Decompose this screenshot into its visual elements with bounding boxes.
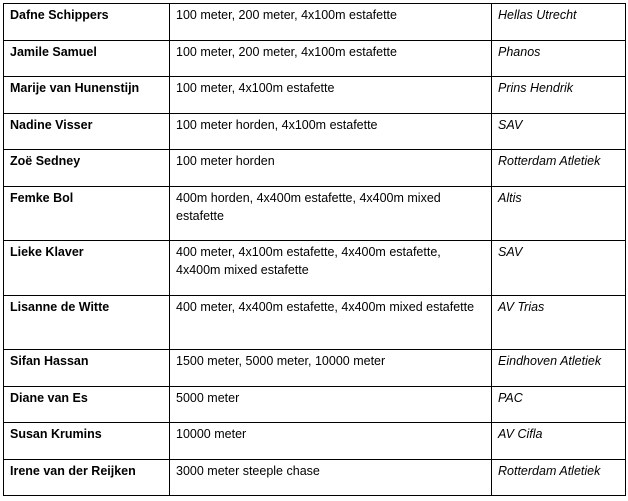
table-row	[4, 423, 626, 460]
table-row	[4, 241, 626, 296]
table-row	[4, 386, 626, 423]
club-cell: Hellas Utrecht	[492, 4, 626, 41]
table-row	[4, 4, 626, 41]
athletes-table-body	[4, 4, 626, 496]
athlete-name-cell: Diane van Es	[4, 386, 170, 423]
club-cell: Eindhoven Atletiek	[492, 350, 626, 387]
club-cell: Altis	[492, 186, 626, 241]
events-cell: 3000 meter steeple chase	[170, 459, 492, 496]
events-cell: 100 meter horden	[170, 150, 492, 187]
athlete-name-cell: Lisanne de Witte	[4, 295, 170, 350]
events-cell: 100 meter horden, 4x100m estafette	[170, 113, 492, 150]
events-cell: 100 meter, 4x100m estafette	[170, 77, 492, 114]
club-cell: Prins Hendrik	[492, 77, 626, 114]
club-cell: PAC	[492, 386, 626, 423]
document-page	[3, 3, 625, 498]
table-row	[4, 113, 626, 150]
club-cell: Rotterdam Atletiek	[492, 459, 626, 496]
events-cell: 5000 meter	[170, 386, 492, 423]
club-cell: Rotterdam Atletiek	[492, 150, 626, 187]
club-cell: AV Cifla	[492, 423, 626, 460]
table-row	[4, 40, 626, 77]
table-row	[4, 350, 626, 387]
table-row	[4, 459, 626, 496]
club-cell: SAV	[492, 241, 626, 296]
athlete-name-cell: Susan Krumins	[4, 423, 170, 460]
events-cell: 100 meter, 200 meter, 4x100m estafette	[170, 40, 492, 77]
athlete-name-cell: Femke Bol	[4, 186, 170, 241]
events-cell: 400 meter, 4x400m estafette, 4x400m mixed estafette	[170, 295, 492, 350]
club-cell: AV Trias	[492, 295, 626, 350]
athlete-name-cell: Nadine Visser	[4, 113, 170, 150]
events-cell: 400 meter, 4x100m estafette, 4x400m estafette, 4x400m mixed estafette	[170, 241, 492, 296]
events-cell: 1500 meter, 5000 meter, 10000 meter	[170, 350, 492, 387]
athlete-name-cell: Marije van Hunenstijn	[4, 77, 170, 114]
table-row	[4, 186, 626, 241]
athlete-name-cell: Jamile Samuel	[4, 40, 170, 77]
events-cell: 400m horden, 4x400m estafette, 4x400m mixed estafette	[170, 186, 492, 241]
table-row	[4, 150, 626, 187]
club-cell: SAV	[492, 113, 626, 150]
events-cell: 10000 meter	[170, 423, 492, 460]
athlete-name-cell: Lieke Klaver	[4, 241, 170, 296]
athlete-name-cell: Dafne Schippers	[4, 4, 170, 41]
table-row	[4, 295, 626, 350]
table-row	[4, 77, 626, 114]
athlete-name-cell: Irene van der Reijken	[4, 459, 170, 496]
athlete-name-cell: Sifan Hassan	[4, 350, 170, 387]
athlete-name-cell: Zoë Sedney	[4, 150, 170, 187]
athletes-table	[3, 3, 626, 496]
club-cell: Phanos	[492, 40, 626, 77]
events-cell: 100 meter, 200 meter, 4x100m estafette	[170, 4, 492, 41]
